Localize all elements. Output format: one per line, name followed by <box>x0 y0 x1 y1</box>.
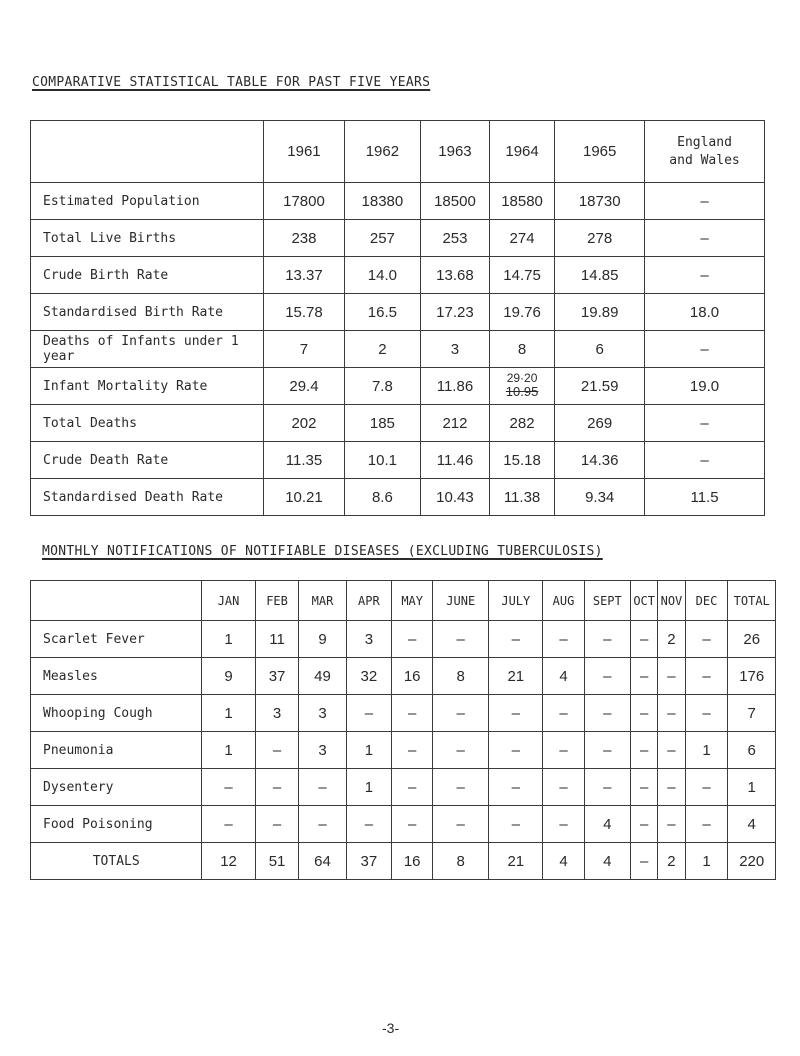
cell-value: 3 <box>421 331 490 368</box>
cell-value: 21 <box>489 658 543 695</box>
cell-value: 16.5 <box>344 294 420 331</box>
row-label: Food Poisoning <box>31 806 202 843</box>
correction-struck: 10.95 <box>505 384 539 399</box>
cell-value: 3 <box>299 695 346 732</box>
header-blank <box>31 581 202 621</box>
cell-value: 11 <box>255 621 299 658</box>
cell-value: 269 <box>555 405 645 442</box>
page-heading-monthly: MONTHLY NOTIFICATIONS OF NOTIFIABLE DISEASES (EXCLUDING TUBERCULOSIS) <box>42 544 603 559</box>
cell-value: – <box>631 695 658 732</box>
cell-value: – <box>299 806 346 843</box>
cell-value: 18580 <box>489 183 555 220</box>
page-number: -3- <box>382 1020 400 1036</box>
month-header: JUNE <box>433 581 489 621</box>
cell-value: 49 <box>299 658 346 695</box>
cell-value: 282 <box>489 405 555 442</box>
cell-value: 185 <box>344 405 420 442</box>
month-header: NOV <box>658 581 685 621</box>
cell-value: – <box>543 695 584 732</box>
cell-value: 10.1 <box>344 442 420 479</box>
row-label: Crude Death Rate <box>31 442 264 479</box>
cell-value: – <box>543 806 584 843</box>
cell-value: – <box>631 658 658 695</box>
month-header: APR <box>346 581 391 621</box>
row-label: Whooping Cough <box>31 695 202 732</box>
cell-value: – <box>584 769 630 806</box>
cell-value: – <box>645 220 765 257</box>
cell-value: – <box>489 806 543 843</box>
ew-line-1: England <box>677 134 732 150</box>
cell-value: 7.8 <box>344 368 420 405</box>
cell-value: – <box>631 621 658 658</box>
cell-value: – <box>645 331 765 368</box>
cell-value: – <box>255 806 299 843</box>
cell-value: 9 <box>299 621 346 658</box>
cell-value: – <box>645 183 765 220</box>
month-header: SEPT <box>584 581 630 621</box>
cell-value: 14.0 <box>344 257 420 294</box>
row-label: Pneumonia <box>31 732 202 769</box>
total-value: – <box>631 843 658 880</box>
row-label: Standardised Death Rate <box>31 479 264 516</box>
total-value: 2 <box>658 843 685 880</box>
cell-value: 18380 <box>344 183 420 220</box>
cell-value: 3 <box>299 732 346 769</box>
total-value: 64 <box>299 843 346 880</box>
cell-value: 37 <box>255 658 299 695</box>
cell-value: 11.35 <box>264 442 344 479</box>
cell-value: 26 <box>728 621 776 658</box>
table-row <box>31 479 765 516</box>
cell-value: 4 <box>543 658 584 695</box>
cell-value: – <box>584 658 630 695</box>
year-header: 1963 <box>421 121 490 183</box>
cell-value: 7 <box>264 331 344 368</box>
cell-value: – <box>489 769 543 806</box>
cell-value: 18.0 <box>645 294 765 331</box>
cell-value: 7 <box>728 695 776 732</box>
row-label: Scarlet Fever <box>31 621 202 658</box>
cell-value: 8 <box>433 658 489 695</box>
total-value: 220 <box>728 843 776 880</box>
month-header: DEC <box>685 581 728 621</box>
cell-value: 13.37 <box>264 257 344 294</box>
cell-value: 1 <box>202 695 255 732</box>
cell-value: 11.38 <box>489 479 555 516</box>
cell-value: – <box>392 806 433 843</box>
cell-value: 32 <box>346 658 391 695</box>
total-value: 12 <box>202 843 255 880</box>
cell-value: 11.5 <box>645 479 765 516</box>
cell-value: 14.36 <box>555 442 645 479</box>
cell-value: – <box>489 732 543 769</box>
cell-value: 21.59 <box>555 368 645 405</box>
cell-value: 4 <box>584 806 630 843</box>
cell-value: 11.46 <box>421 442 490 479</box>
cell-value: – <box>543 769 584 806</box>
year-header: 1961 <box>264 121 344 183</box>
month-header: MAR <box>299 581 346 621</box>
cell-value: 278 <box>555 220 645 257</box>
cell-value: – <box>584 695 630 732</box>
month-header: AUG <box>543 581 584 621</box>
cell-value: – <box>631 732 658 769</box>
cell-value: 202 <box>264 405 344 442</box>
table-row <box>31 405 765 442</box>
cell-value: 257 <box>344 220 420 257</box>
cell-value: 19.76 <box>489 294 555 331</box>
cell-value: 17.23 <box>421 294 490 331</box>
table-row <box>31 220 765 257</box>
corrected-cell <box>489 368 555 405</box>
cell-value: 15.78 <box>264 294 344 331</box>
table-row <box>31 769 776 806</box>
cell-value: – <box>433 695 489 732</box>
cell-value: 11.86 <box>421 368 490 405</box>
ew-line-2: and Wales <box>669 152 740 168</box>
table-row <box>31 658 776 695</box>
month-header: TOTAL <box>728 581 776 621</box>
cell-value: 2 <box>344 331 420 368</box>
cell-value: – <box>202 769 255 806</box>
cell-value: 14.85 <box>555 257 645 294</box>
cell-value: 3 <box>255 695 299 732</box>
total-value: 8 <box>433 843 489 880</box>
cell-value: – <box>658 732 685 769</box>
month-header: MAY <box>392 581 433 621</box>
cell-value: – <box>543 621 584 658</box>
cell-value: – <box>584 621 630 658</box>
cell-value: 13.68 <box>421 257 490 294</box>
row-label: Dysentery <box>31 769 202 806</box>
cell-value: – <box>658 806 685 843</box>
cell-value: 16 <box>392 658 433 695</box>
cell-value: – <box>392 769 433 806</box>
cell-value: – <box>658 769 685 806</box>
row-label: Deaths of Infants under 1 year <box>31 331 264 368</box>
month-header: JULY <box>489 581 543 621</box>
cell-value: – <box>645 442 765 479</box>
table-header-row <box>31 121 765 183</box>
table-row <box>31 257 765 294</box>
correction <box>506 372 539 398</box>
header-blank <box>31 121 264 183</box>
cell-value: – <box>685 769 728 806</box>
cell-value: – <box>392 621 433 658</box>
cell-value: – <box>489 621 543 658</box>
totals-row <box>31 843 776 880</box>
cell-value: 19.0 <box>645 368 765 405</box>
cell-value: – <box>433 621 489 658</box>
table-row <box>31 442 765 479</box>
cell-value: 1 <box>728 769 776 806</box>
table-row <box>31 806 776 843</box>
row-label: Total Live Births <box>31 220 264 257</box>
cell-value: – <box>658 695 685 732</box>
cell-value: – <box>685 695 728 732</box>
cell-value: 176 <box>728 658 776 695</box>
cell-value: – <box>584 732 630 769</box>
year-header: 1962 <box>344 121 420 183</box>
cell-value: – <box>255 769 299 806</box>
england-wales-header <box>645 121 765 183</box>
totals-label: TOTALS <box>31 843 202 880</box>
table-row <box>31 732 776 769</box>
cell-value: – <box>685 658 728 695</box>
cell-value: 8.6 <box>344 479 420 516</box>
cell-value: 1 <box>346 732 391 769</box>
cell-value: 6 <box>555 331 645 368</box>
cell-value: 1 <box>685 732 728 769</box>
row-label: Measles <box>31 658 202 695</box>
total-value: 37 <box>346 843 391 880</box>
table-row <box>31 331 765 368</box>
cell-value: 10.43 <box>421 479 490 516</box>
cell-value: – <box>392 732 433 769</box>
cell-value: 8 <box>489 331 555 368</box>
table-row <box>31 183 765 220</box>
row-label: Estimated Population <box>31 183 264 220</box>
row-label: Infant Mortality Rate <box>31 368 264 405</box>
cell-value: 4 <box>728 806 776 843</box>
cell-value: 6 <box>728 732 776 769</box>
row-label: Crude Birth Rate <box>31 257 264 294</box>
table-header-row <box>31 581 776 621</box>
cell-value: 3 <box>346 621 391 658</box>
correction-new: 29·20 <box>506 371 538 385</box>
cell-value: – <box>645 405 765 442</box>
cell-value: – <box>433 769 489 806</box>
cell-value: 14.75 <box>489 257 555 294</box>
cell-value: – <box>685 806 728 843</box>
cell-value: 17800 <box>264 183 344 220</box>
cell-value: 238 <box>264 220 344 257</box>
month-header: JAN <box>202 581 255 621</box>
cell-value: – <box>392 695 433 732</box>
total-value: 4 <box>584 843 630 880</box>
month-header: FEB <box>255 581 299 621</box>
total-value: 21 <box>489 843 543 880</box>
cell-value: 9.34 <box>555 479 645 516</box>
month-header: OCT <box>631 581 658 621</box>
total-value: 4 <box>543 843 584 880</box>
cell-value: – <box>255 732 299 769</box>
year-header: 1964 <box>489 121 555 183</box>
page-heading-comparative: COMPARATIVE STATISTICAL TABLE FOR PAST FIVE YEARS <box>32 75 431 90</box>
cell-value: 274 <box>489 220 555 257</box>
cell-value: – <box>631 769 658 806</box>
cell-value: – <box>433 806 489 843</box>
total-value: 16 <box>392 843 433 880</box>
cell-value: 2 <box>658 621 685 658</box>
cell-value: 18730 <box>555 183 645 220</box>
cell-value: 1 <box>202 732 255 769</box>
cell-value: 19.89 <box>555 294 645 331</box>
cell-value: – <box>202 806 255 843</box>
cell-value: – <box>433 732 489 769</box>
cell-value: – <box>685 621 728 658</box>
cell-value: – <box>631 806 658 843</box>
cell-value: – <box>645 257 765 294</box>
cell-value: 212 <box>421 405 490 442</box>
table-row <box>31 695 776 732</box>
cell-value: 1 <box>202 621 255 658</box>
year-header: 1965 <box>555 121 645 183</box>
row-label: Total Deaths <box>31 405 264 442</box>
cell-value: 10.21 <box>264 479 344 516</box>
cell-value: – <box>299 769 346 806</box>
total-value: 1 <box>685 843 728 880</box>
cell-value: 18500 <box>421 183 490 220</box>
total-value: 51 <box>255 843 299 880</box>
monthly-notifications-table <box>30 580 776 880</box>
cell-value: – <box>346 806 391 843</box>
comparative-statistics-table <box>30 120 765 516</box>
cell-value: – <box>543 732 584 769</box>
table-row <box>31 294 765 331</box>
cell-value: 1 <box>346 769 391 806</box>
cell-value: – <box>489 695 543 732</box>
cell-value: 15.18 <box>489 442 555 479</box>
table-row <box>31 368 765 405</box>
cell-value: 29.4 <box>264 368 344 405</box>
cell-value: 9 <box>202 658 255 695</box>
cell-value: – <box>658 658 685 695</box>
cell-value: – <box>346 695 391 732</box>
row-label: Standardised Birth Rate <box>31 294 264 331</box>
table-row <box>31 621 776 658</box>
cell-value: 253 <box>421 220 490 257</box>
